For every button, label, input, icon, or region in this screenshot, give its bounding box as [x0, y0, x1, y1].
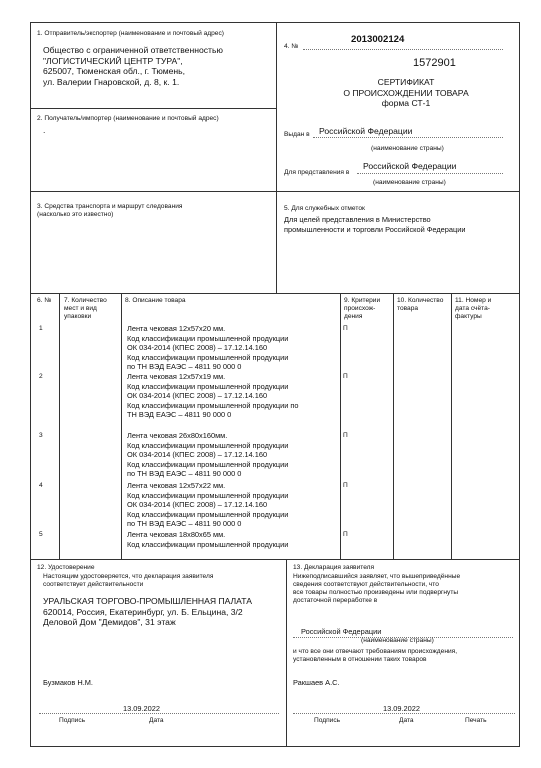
box13-date-label: Дата: [399, 717, 414, 724]
row-criteria: П: [343, 432, 348, 439]
box13-date: 13.09.2022: [383, 704, 420, 713]
box12-signer: Бузмаков Н.М.: [43, 678, 93, 687]
col-header-criteria: 9. Критерии происхож- дения: [344, 297, 381, 320]
present-country-hint: (наименование страны): [373, 179, 446, 186]
row-criteria: П: [343, 482, 348, 489]
row-number: 2: [39, 373, 43, 380]
row-criteria: П: [343, 373, 348, 380]
row-number: 4: [39, 482, 43, 489]
present-underline: [357, 173, 503, 174]
serial-number: 1572901: [413, 57, 456, 69]
sender-block: [43, 45, 273, 87]
receiver-value: .: [43, 125, 46, 135]
col-line: [59, 293, 60, 559]
box12-sign-label: Подпись: [59, 717, 86, 724]
title-line2: О ПРОИСХОЖДЕНИИ ТОВАРА: [343, 87, 469, 98]
sender-line: "ЛОГИСТИЧЕСКИЙ ЦЕНТР ТУРА",: [43, 55, 183, 66]
issued-country-hint: (наименование страны): [371, 145, 444, 152]
certificate-form: [30, 22, 520, 747]
form-name: форма СТ-1: [381, 98, 431, 108]
box1-label: 1. Отправитель/экспортер (наименование и почтовый адрес): [37, 30, 224, 37]
box4-num-label: 4. №: [284, 43, 299, 50]
box13-stamp-label: Печать: [465, 717, 487, 724]
box13-sign-line: [293, 713, 515, 714]
row-description: Лента чековая 12х57х19 мм. Код классификации промышленной продукции ОК 034-2014 (КПЕС 2008) – 17.12.14.160 Код классификации промышленной продукции по ТН ВЭД ЕАЭС – 4811 90 000 0: [127, 372, 299, 419]
box3-bottom: [31, 293, 519, 294]
issued-country: Российской Федерации: [319, 126, 413, 136]
box13-signer: Ракшаев А.С.: [293, 678, 340, 687]
box13-country-hint: (наименование страны): [361, 637, 434, 644]
form-number: 2013002124: [351, 34, 405, 45]
box12-date: 13.09.2022: [123, 704, 160, 713]
box12-text: Настоящим удостоверяется, что декларация заявителя соответствует действительности: [43, 573, 214, 588]
box1-bottom: [31, 108, 276, 109]
col-header-invoice: 11. Номер и дата счёта- фактуры: [455, 297, 492, 320]
box12-sign-line: [39, 713, 279, 714]
row-description: Лента чековая 26х80х160мм. Код классификации промышленной продукции ОК 034-2014 (КПЕС 2008) – 17.12.14.160 Код классификации промышленной продукции по ТН ВЭД ЕАЭС – 4811 90 000 0: [127, 431, 289, 478]
row-number: 5: [39, 531, 43, 538]
issued-underline: [313, 137, 503, 138]
box2-bottom: [31, 191, 519, 192]
present-label: Для представления в: [284, 169, 350, 176]
sender-line: Общество с ограниченной ответственностью: [43, 45, 223, 55]
issued-label: Выдан в: [284, 131, 310, 138]
title-line1: СЕРТИФИКАТ: [377, 77, 435, 87]
top-divider: [276, 23, 277, 293]
box12-date-label: Дата: [149, 717, 164, 724]
box5-label: 5. Для служебных отметок: [284, 205, 365, 212]
row-description: Лента чековая 12х57х20 мм. Код классификации промышленной продукции ОК 034-2014 (КПЕС 2008) – 17.12.14.160 Код классификации промышленной продукции по ТН ВЭД ЕАЭС – 4811 90 000 0: [127, 324, 289, 371]
certificate-title: [306, 77, 506, 109]
row-criteria: П: [343, 325, 348, 332]
col-header-quantity: 10. Количество товара: [397, 297, 444, 312]
col-header-number: 6. №: [37, 297, 52, 304]
col-header-packages: 7. Количество мест и вид упаковки: [64, 297, 107, 320]
sender-line: ул. Валерии Гнаровской, д. 8, к. 1.: [43, 76, 180, 87]
table-bottom: [31, 559, 519, 560]
box3-label: 3. Средства транспорта и маршрут следования (насколько это известно): [37, 203, 183, 218]
col-line: [121, 293, 122, 559]
bottom-divider: [286, 559, 287, 747]
box13-label: 13. Декларация заявителя: [293, 564, 375, 571]
row-number: 1: [39, 325, 43, 332]
present-country: Российской Федерации: [363, 161, 457, 171]
box13-country: Российской Федерации: [301, 627, 382, 636]
box13-sign-label: Подпись: [314, 717, 341, 724]
col-line: [451, 293, 452, 559]
box12-label: 12. Удостоверение: [37, 564, 95, 571]
col-line: [393, 293, 394, 559]
row-description: Лента чековая 18х80х65 мм. Код классификации промышленной продукции: [127, 530, 289, 549]
box13-text: Нижеподписавшийся заявляет, что вышеприведённые сведения соответствуют действительности, что все товары полностью произведены или подвергнуты достаточной переработке в: [293, 573, 461, 604]
box2-label: 2. Получатель/импортер (наименование и почтовый адрес): [37, 115, 219, 122]
row-criteria: П: [343, 531, 348, 538]
row-description: Лента чековая 12х57х22 мм. Код классификации промышленной продукции ОК 034-2014 (КПЕС 2008) – 17.12.14.160 Код классификации промышленной продукции по ТН ВЭД ЕАЭС – 4811 90 000 0: [127, 481, 289, 528]
box13-text2: и что все они отвечают требованиям происхождения, установленным в отношении таких товаров: [293, 648, 458, 663]
num-underline: [303, 49, 503, 50]
row-number: 3: [39, 432, 43, 439]
col-header-description: 8. Описание товара: [125, 297, 186, 304]
sender-line: 625007, Тюменская обл., г. Тюмень,: [43, 66, 186, 76]
box5-text: Для целей представления в Министерство промышленности и торговли Российской Федерации: [284, 215, 466, 234]
chamber-stamp-text: УРАЛЬСКАЯ ТОРГОВО-ПРОМЫШЛЕННАЯ ПАЛАТА 620014, Россия, Екатеринбург, ул. Б. Ельцина, 3/2 Деловой Дом "Демидов", 31 этаж: [43, 596, 252, 627]
col-line: [340, 293, 341, 559]
